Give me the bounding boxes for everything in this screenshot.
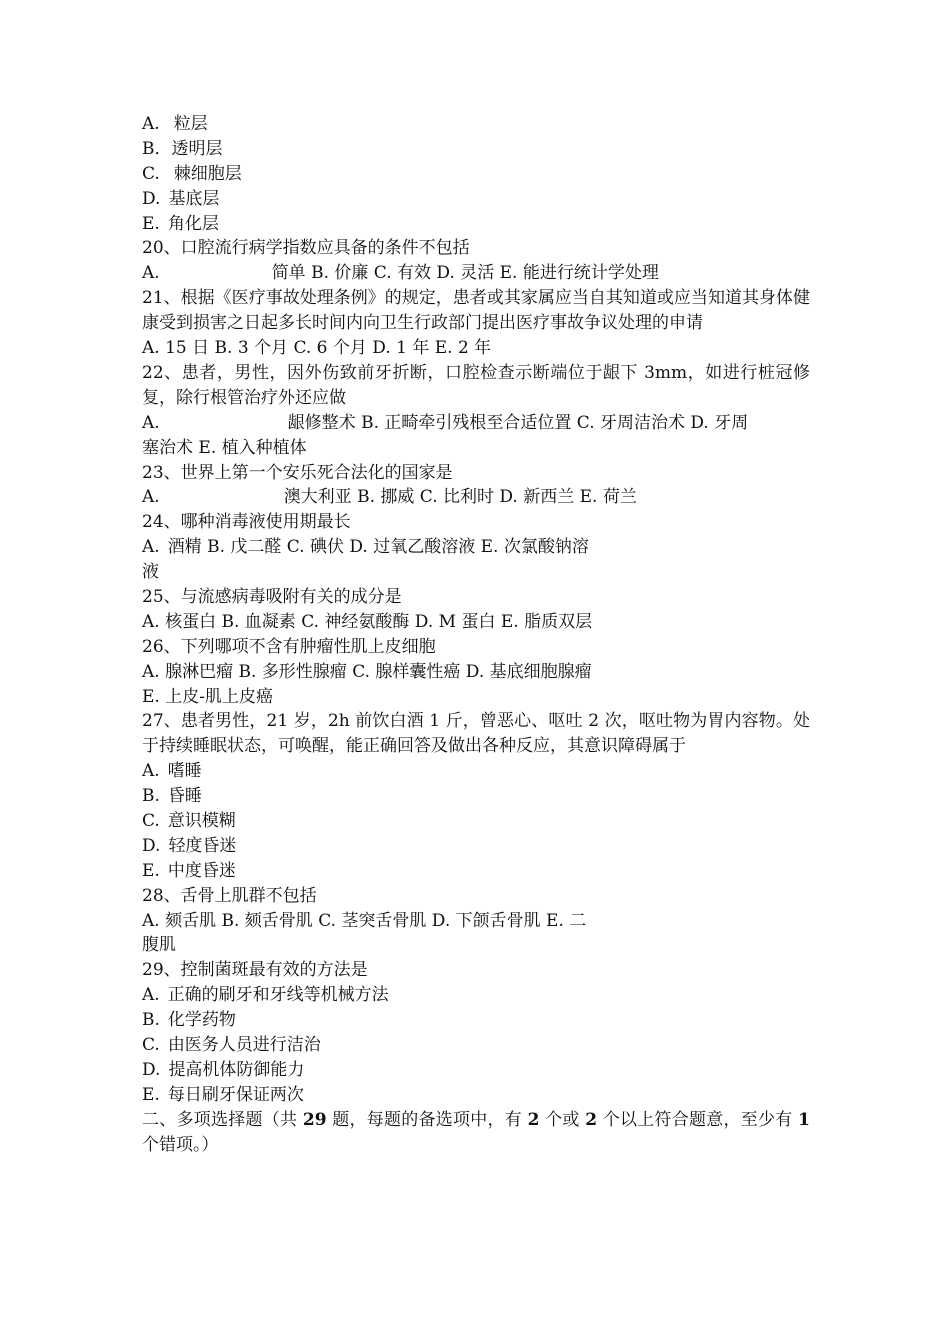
q25-options: A. 核蛋白 B. 血凝素 C. 神经氨酸酶 D. M 蛋白 E. 脂质双层 <box>142 611 593 632</box>
q21-options: A. 15 日 B. 3 个月 C. 6 个月 D. 1 年 E. 2 年 <box>142 338 492 359</box>
q28-options-cont: 腹肌 <box>142 935 176 956</box>
q19-option-b: B．透明层 <box>142 138 223 159</box>
q27-option-d: D. 轻度昏迷 <box>142 835 237 856</box>
q29-option-b: B. 化学药物 <box>142 1010 236 1031</box>
q20-options: A. 简单 B. 价廉 C. 有效 D. 灵活 E. 能进行统计学处理 <box>142 263 659 284</box>
q22-options: A. 龈修整术 B. 正畸牵引残根至合适位置 C. 牙周洁治术 D. 牙周 <box>142 412 749 433</box>
q26-options-cont: E. 上皮-肌上皮癌 <box>142 686 273 707</box>
q27-stem: 27、患者男性，21 岁，2h 前饮白酒 1 斤，曾恶心、呕吐 2 次，呕吐物为胃内容物。处于持续睡眠状态，可唤醒，能正确回答及做出各种反应，其意识障碍属于 <box>142 711 810 757</box>
q24-stem: 24、哪种消毒液使用期最长 <box>142 512 351 533</box>
q20-stem: 20、口腔流行病学指数应具备的条件不包括 <box>142 238 470 259</box>
q22-stem: 22、患者，男性，因外伤致前牙折断，口腔检查示断端位于龈下 3mm，如进行桩冠修复，除行根管治疗外还应做 <box>142 362 810 408</box>
q27-option-c: C. 意识模糊 <box>142 811 236 832</box>
q19-option-d: D. 基底层 <box>142 188 220 209</box>
q23-options: A. 澳大利亚 B. 挪威 C. 比利时 D. 新西兰 E. 荷兰 <box>142 487 637 508</box>
q23-stem: 23、世界上第一个安乐死合法化的国家是 <box>142 462 453 483</box>
q27-option-b: B. 昏睡 <box>142 786 202 807</box>
q19-option-e: E. 角化层 <box>142 213 219 234</box>
q24-options-cont: 液 <box>142 562 159 583</box>
q29-option-a: A. 正确的刷牙和牙线等机械方法 <box>142 985 389 1006</box>
q21-stem: 21、根据《医疗事故处理条例》的规定，患者或其家属应当自其知道或应当知道其身体健康受到损害之日起多长时间内向卫生行政部门提出医疗事故争议处理的申请 <box>142 288 810 334</box>
q27-option-e: E. 中度昏迷 <box>142 860 236 881</box>
q26-options: A. 腺淋巴瘤 B. 多形性腺瘤 C. 腺样囊性癌 D. 基底细胞腺瘤 <box>142 661 592 682</box>
q28-options: A. 颏舌肌 B. 颏舌骨肌 C. 茎突舌骨肌 D. 下颌舌骨肌 E. 二 <box>142 910 587 931</box>
q29-option-e: E. 每日刷牙保证两次 <box>142 1084 304 1105</box>
q27-option-a: A. 嗜睡 <box>142 761 202 782</box>
section-2-heading: 二、多项选择题（共 29 题，每题的备选项中，有 2 个或 2 个以上符合题意，至少有 1 个错项。） <box>142 1109 811 1155</box>
q29-stem: 29、控制菌斑最有效的方法是 <box>142 960 368 981</box>
q29-option-d: D. 提高机体防御能力 <box>142 1059 305 1080</box>
q29-option-c: C. 由医务人员进行洁治 <box>142 1035 321 1056</box>
document-content <box>142 112 810 1158</box>
q22-options-cont: 塞治术 E. 植入种植体 <box>142 437 307 458</box>
q24-options: A. 酒精 B. 戊二醛 C. 碘伏 D. 过氧乙酸溶液 E. 次氯酸钠溶 <box>142 537 589 558</box>
q19-option-a: A. 粒层 <box>142 114 208 134</box>
q28-stem: 28、舌骨上肌群不包括 <box>142 885 317 906</box>
q26-stem: 26、下列哪项不含有肿瘤性肌上皮细胞 <box>142 636 436 657</box>
q19-option-c: C. 棘细胞层 <box>142 163 242 184</box>
q25-stem: 25、与流感病毒吸附有关的成分是 <box>142 586 402 607</box>
